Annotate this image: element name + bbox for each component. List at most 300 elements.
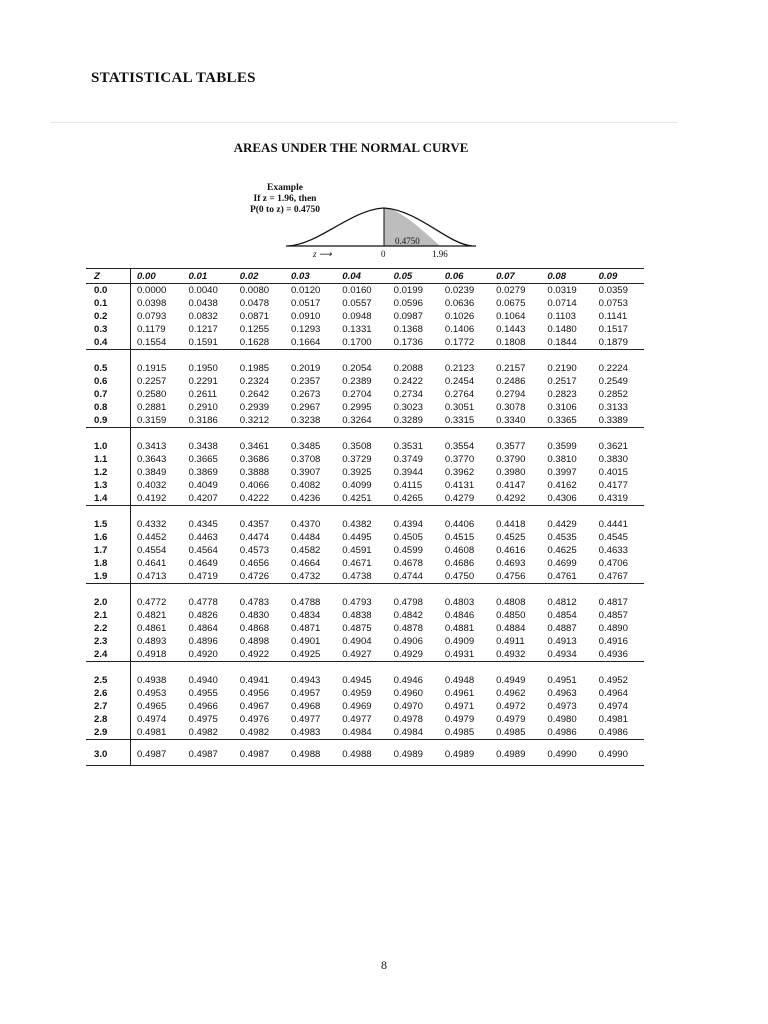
table-row xyxy=(86,648,644,662)
area-value-cell: 0.3438 xyxy=(188,441,218,452)
area-value-cell: 0.3159 xyxy=(131,414,183,428)
area-value-cell: 0.0871 xyxy=(239,311,270,322)
area-value-cell: 0.2967 xyxy=(291,402,321,413)
example-line-2: P(0 to z) = 0.4750 xyxy=(249,205,321,215)
area-value-cell: 0.2517 xyxy=(547,376,577,387)
area-value-cell: 0.1985 xyxy=(239,363,270,374)
page-number: 8 xyxy=(381,958,387,972)
area-value-cell: 0.4099 xyxy=(342,480,372,491)
z-arrow-label: z ⟶ xyxy=(313,249,332,259)
area-value-cell: 0.4370 xyxy=(291,519,321,530)
area-value-cell: 0.4965 xyxy=(137,701,167,712)
bell-curve xyxy=(288,208,472,246)
area-value-cell: 0.2454 xyxy=(444,376,475,387)
area-value-cell: 0.3869 xyxy=(188,467,218,478)
area-value-cell: 0.4972 xyxy=(496,701,526,712)
area-value-cell: 0.2224 xyxy=(598,363,628,374)
column-header: 0.05 xyxy=(388,269,439,284)
area-value-cell: 0.4861 xyxy=(137,623,167,634)
area-value-cell: 0.4981 xyxy=(598,714,628,725)
area-value-cell: 0.1879 xyxy=(593,336,644,350)
area-value-cell: 0.4986 xyxy=(541,726,592,740)
area-value-cell: 0.0160 xyxy=(342,285,372,296)
area-value-cell: 0.2611 xyxy=(188,389,218,400)
area-value-cell: 0.4984 xyxy=(336,726,387,740)
area-value-cell: 0.4948 xyxy=(444,675,475,686)
area-value-cell: 0.2123 xyxy=(444,363,475,374)
area-value-cell: 0.4906 xyxy=(393,636,423,647)
z-value-cell: 0.0 xyxy=(86,284,131,298)
area-value-cell: 0.4418 xyxy=(496,519,526,530)
area-value-cell: 0.4971 xyxy=(444,701,475,712)
area-value-cell: 0.3238 xyxy=(285,414,336,428)
area-value-cell: 0.4131 xyxy=(444,480,475,491)
area-value-cell: 0.4838 xyxy=(342,610,372,621)
table-row xyxy=(86,414,644,428)
area-value-cell: 0.1844 xyxy=(541,336,592,350)
zero-label: 0 xyxy=(381,249,386,259)
table-title: AREAS UNDER THE NORMAL CURVE xyxy=(233,140,469,155)
z-value-cell: 2.4 xyxy=(86,648,131,662)
z-value-cell: 2.8 xyxy=(86,713,131,726)
column-header: 0.04 xyxy=(336,269,387,284)
area-value-cell: 0.4744 xyxy=(388,570,439,584)
area-value-cell: 0.2910 xyxy=(188,402,218,413)
area-value-cell: 0.4927 xyxy=(336,648,387,662)
area-value-cell: 0.4968 xyxy=(291,701,321,712)
area-value-cell: 0.2794 xyxy=(496,389,526,400)
area-value-cell: 0.3485 xyxy=(291,441,321,452)
area-value-cell: 0.3289 xyxy=(388,414,439,428)
area-value-cell: 0.4850 xyxy=(496,610,526,621)
area-value-cell: 0.2852 xyxy=(598,389,628,400)
area-value-cell: 0.4798 xyxy=(393,597,423,608)
area-value-cell: 0.0557 xyxy=(342,298,372,309)
area-value-cell: 0.4957 xyxy=(291,688,321,699)
area-value-cell: 0.4738 xyxy=(336,570,387,584)
area-value-cell: 0.2764 xyxy=(444,389,475,400)
area-value-cell: 0.4974 xyxy=(137,714,167,725)
area-value-cell: 0.2257 xyxy=(137,376,167,387)
area-value-cell: 0.2054 xyxy=(342,363,372,374)
area-value-cell: 0.0478 xyxy=(239,298,270,309)
area-value-cell: 0.2389 xyxy=(342,376,372,387)
area-value-cell: 0.4909 xyxy=(444,636,475,647)
area-value-cell: 0.4982 xyxy=(183,726,234,740)
area-value-cell: 0.4699 xyxy=(547,558,577,569)
area-value-cell: 0.4979 xyxy=(444,714,475,725)
area-value-cell: 0.4982 xyxy=(234,726,285,740)
z-table xyxy=(86,268,644,766)
area-value-cell: 0.4988 xyxy=(336,740,387,766)
area-value-cell: 0.4967 xyxy=(239,701,270,712)
area-value-cell: 0.4162 xyxy=(547,480,577,491)
area-value-cell: 0.4678 xyxy=(393,558,423,569)
area-value-cell: 0.4082 xyxy=(291,480,321,491)
area-value-cell: 0.4898 xyxy=(239,636,270,647)
z-value-cell: 2.7 xyxy=(86,700,131,713)
area-value-cell: 0.4920 xyxy=(183,648,234,662)
area-value-cell: 0.4382 xyxy=(342,519,372,530)
area-value-cell: 0.4974 xyxy=(598,701,628,712)
area-value-cell: 0.0199 xyxy=(393,285,423,296)
area-value-cell: 0.3997 xyxy=(547,467,577,478)
area-value-cell: 0.3340 xyxy=(490,414,541,428)
area-value-cell: 0.4985 xyxy=(439,726,490,740)
area-value-cell: 0.3830 xyxy=(598,454,628,465)
z-value-cell: 1.6 xyxy=(86,531,131,544)
area-value-cell: 0.4049 xyxy=(188,480,218,491)
area-value-cell: 0.4981 xyxy=(131,726,183,740)
area-value-cell: 0.3554 xyxy=(444,441,475,452)
area-value-cell: 0.3461 xyxy=(239,441,270,452)
area-value-cell: 0.4772 xyxy=(137,597,167,608)
area-value-cell: 0.4525 xyxy=(496,532,526,543)
area-value-cell: 0.4664 xyxy=(291,558,321,569)
z-value-cell: 1.1 xyxy=(86,453,131,466)
area-value-cell: 0.4706 xyxy=(598,558,628,569)
area-value-cell: 0.4292 xyxy=(490,492,541,506)
area-value-cell: 0.4970 xyxy=(393,701,423,712)
area-value-cell: 0.4767 xyxy=(593,570,644,584)
area-value-cell: 0.1064 xyxy=(496,311,526,322)
z-value-cell: 0.5 xyxy=(86,350,131,376)
area-value-cell: 0.1664 xyxy=(285,336,336,350)
area-value-cell: 0.4406 xyxy=(444,519,475,530)
table-row xyxy=(86,635,644,648)
area-value-cell: 0.4808 xyxy=(496,597,526,608)
area-value-cell: 0.0987 xyxy=(393,311,423,322)
area-value-cell: 0.0910 xyxy=(291,311,321,322)
area-value-cell: 0.4913 xyxy=(547,636,577,647)
area-value-cell: 0.4656 xyxy=(239,558,270,569)
area-value-cell: 0.3665 xyxy=(188,454,218,465)
area-value-cell: 0.1141 xyxy=(598,311,628,322)
area-value-cell: 0.4962 xyxy=(496,688,526,699)
area-value-cell: 0.2549 xyxy=(598,376,628,387)
area-value-cell: 0.2939 xyxy=(239,402,270,413)
area-value-cell: 0.3888 xyxy=(239,467,270,478)
area-value-cell: 0.4750 xyxy=(439,570,490,584)
area-value-cell: 0.2673 xyxy=(291,389,321,400)
area-value-cell: 0.4788 xyxy=(291,597,321,608)
column-header: 0.02 xyxy=(234,269,285,284)
z-value-cell: 0.7 xyxy=(86,388,131,401)
area-value-cell: 0.3315 xyxy=(439,414,490,428)
z-value-cell: 1.3 xyxy=(86,479,131,492)
area-value-cell: 0.4911 xyxy=(496,636,525,647)
z-value-cell: 1.2 xyxy=(86,466,131,479)
z-value-cell: 2.0 xyxy=(86,584,131,610)
area-value-cell: 0.3643 xyxy=(137,454,167,465)
table-row xyxy=(86,609,644,622)
area-value-cell: 0.4803 xyxy=(444,597,475,608)
area-value-cell: 0.0714 xyxy=(547,298,577,309)
normal-curve-diagram xyxy=(280,196,480,252)
area-value-cell: 0.3790 xyxy=(496,454,526,465)
area-value-cell: 0.4515 xyxy=(444,532,475,543)
area-value-cell: 0.1255 xyxy=(239,324,270,335)
area-label: 0.4750 xyxy=(395,236,420,246)
table-row xyxy=(86,687,644,700)
area-value-cell: 0.4222 xyxy=(234,492,285,506)
area-value-cell: 0.4625 xyxy=(547,545,577,556)
area-value-cell: 0.4960 xyxy=(393,688,423,699)
area-value-cell: 0.4857 xyxy=(598,610,628,621)
z-value-cell: 0.2 xyxy=(86,310,131,323)
area-value-cell: 0.3365 xyxy=(541,414,592,428)
z-value-cell: 0.6 xyxy=(86,375,131,388)
area-value-cell: 0.3907 xyxy=(291,467,321,478)
area-value-cell: 0.1628 xyxy=(234,336,285,350)
area-value-cell: 0.3531 xyxy=(393,441,423,452)
area-value-cell: 0.3508 xyxy=(342,441,372,452)
area-value-cell: 0.3133 xyxy=(598,402,628,413)
area-value-cell: 0.4952 xyxy=(598,675,628,686)
area-value-cell: 0.4207 xyxy=(183,492,234,506)
area-value-cell: 0.1517 xyxy=(598,324,628,335)
area-value-cell: 0.4964 xyxy=(598,688,628,699)
table-row xyxy=(86,466,644,479)
area-value-cell: 0.4713 xyxy=(131,570,183,584)
area-value-cell: 0.4649 xyxy=(188,558,218,569)
area-value-cell: 0.4830 xyxy=(239,610,270,621)
area-value-cell: 0.4922 xyxy=(234,648,285,662)
table-row xyxy=(86,336,644,350)
column-header: 0.06 xyxy=(439,269,490,284)
table-row xyxy=(86,700,644,713)
area-value-cell: 0.4955 xyxy=(188,688,218,699)
area-value-cell: 0.4535 xyxy=(547,532,577,543)
area-value-cell: 0.4686 xyxy=(444,558,475,569)
area-value-cell: 0.4887 xyxy=(547,623,577,634)
area-value-cell: 0.0438 xyxy=(188,298,218,309)
area-value-cell: 0.4854 xyxy=(547,610,577,621)
area-value-cell: 0.1331 xyxy=(342,324,372,335)
area-value-cell: 0.3962 xyxy=(444,467,475,478)
area-value-cell: 0.4934 xyxy=(541,648,592,662)
area-value-cell: 0.4945 xyxy=(342,675,372,686)
column-header: 0.03 xyxy=(285,269,336,284)
area-value-cell: 0.4693 xyxy=(496,558,526,569)
z-value-cell: 2.1 xyxy=(86,609,131,622)
area-value-cell: 0.3413 xyxy=(137,441,167,452)
area-value-cell: 0.2881 xyxy=(137,402,167,413)
area-value-cell: 0.4980 xyxy=(547,714,577,725)
area-value-cell: 0.3051 xyxy=(444,402,475,413)
area-value-cell: 0.3770 xyxy=(444,454,475,465)
area-value-cell: 0.0948 xyxy=(342,311,372,322)
area-value-cell: 0.4929 xyxy=(388,648,439,662)
table-row xyxy=(86,740,644,766)
area-value-cell: 0.4608 xyxy=(444,545,475,556)
area-value-cell: 0.4826 xyxy=(188,610,218,621)
area-value-cell: 0.0120 xyxy=(291,285,321,296)
example-line-1: If z = 1.96, then xyxy=(253,194,317,204)
area-value-cell: 0.4633 xyxy=(598,545,628,556)
area-value-cell: 0.2823 xyxy=(547,389,577,400)
area-value-cell: 0.4966 xyxy=(188,701,218,712)
area-value-cell: 0.0000 xyxy=(137,285,167,296)
table-header-row xyxy=(86,269,644,284)
area-value-cell: 0.4732 xyxy=(285,570,336,584)
area-value-cell: 0.4726 xyxy=(234,570,285,584)
area-value-cell: 0.4429 xyxy=(547,519,577,530)
z-value-cell: 0.9 xyxy=(86,414,131,428)
area-value-cell: 0.4015 xyxy=(598,467,628,478)
column-header: 0.00 xyxy=(131,269,183,284)
area-value-cell: 0.4989 xyxy=(439,740,490,766)
table-row xyxy=(86,401,644,414)
z-value-cell: 1.7 xyxy=(86,544,131,557)
area-value-cell: 0.4978 xyxy=(393,714,423,725)
area-value-cell: 0.1443 xyxy=(496,324,526,335)
area-value-cell: 0.3729 xyxy=(342,454,372,465)
z-value-cell: 1.5 xyxy=(86,506,131,532)
area-value-cell: 0.0398 xyxy=(137,298,167,309)
table-body xyxy=(86,284,644,766)
area-value-cell: 0.4591 xyxy=(342,545,372,556)
area-value-cell: 0.4761 xyxy=(541,570,592,584)
area-value-cell: 0.1700 xyxy=(336,336,387,350)
area-value-cell: 0.3925 xyxy=(342,467,372,478)
column-header: 0.07 xyxy=(490,269,541,284)
area-value-cell: 0.4871 xyxy=(291,623,321,634)
area-value-cell: 0.4495 xyxy=(342,532,372,543)
area-value-cell: 0.4306 xyxy=(541,492,592,506)
area-value-cell: 0.4463 xyxy=(188,532,218,543)
area-value-cell: 0.0239 xyxy=(444,285,475,296)
table-row xyxy=(86,453,644,466)
area-value-cell: 0.1772 xyxy=(439,336,490,350)
area-value-cell: 0.4987 xyxy=(131,740,183,766)
z-value-cell: 1.8 xyxy=(86,557,131,570)
table-row xyxy=(86,284,644,298)
area-value-cell: 0.4977 xyxy=(291,714,321,725)
area-value-cell: 0.4812 xyxy=(547,597,577,608)
area-value-cell: 0.1915 xyxy=(137,363,167,374)
area-value-cell: 0.4616 xyxy=(496,545,526,556)
area-value-cell: 0.4671 xyxy=(342,558,372,569)
area-value-cell: 0.4990 xyxy=(541,740,592,766)
area-value-cell: 0.4783 xyxy=(239,597,270,608)
area-value-cell: 0.1026 xyxy=(444,311,475,322)
area-value-cell: 0.3078 xyxy=(496,402,526,413)
area-value-cell: 0.1591 xyxy=(183,336,234,350)
table-row xyxy=(86,622,644,635)
area-value-cell: 0.2995 xyxy=(342,402,372,413)
area-value-cell: 0.4032 xyxy=(137,480,167,491)
area-value-cell: 0.4756 xyxy=(490,570,541,584)
area-value-cell: 0.4976 xyxy=(239,714,270,725)
z-value-cell: 2.5 xyxy=(86,662,131,688)
area-value-cell: 0.4973 xyxy=(547,701,577,712)
area-value-cell: 0.4936 xyxy=(593,648,644,662)
z-value-cell: 0.8 xyxy=(86,401,131,414)
area-value-cell: 0.4893 xyxy=(137,636,167,647)
table-row xyxy=(86,584,644,610)
area-value-cell: 0.4332 xyxy=(137,519,167,530)
header-divider xyxy=(50,122,678,123)
area-value-cell: 0.4719 xyxy=(183,570,234,584)
area-value-cell: 0.4881 xyxy=(444,623,475,634)
z-value-cell: 1.9 xyxy=(86,570,131,584)
area-value-cell: 0.4147 xyxy=(496,480,526,491)
area-value-cell: 0.4846 xyxy=(444,610,475,621)
area-value-cell: 0.3980 xyxy=(496,467,526,478)
z-value-cell: 1.4 xyxy=(86,492,131,506)
area-value-cell: 0.1950 xyxy=(188,363,218,374)
z-value-cell: 2.9 xyxy=(86,726,131,740)
area-value-cell: 0.4985 xyxy=(490,726,541,740)
area-value-cell: 0.4357 xyxy=(239,519,270,530)
area-value-cell: 0.1217 xyxy=(188,324,218,335)
area-value-cell: 0.0040 xyxy=(188,285,218,296)
area-value-cell: 0.3708 xyxy=(291,454,321,465)
area-value-cell: 0.0319 xyxy=(547,285,577,296)
area-value-cell: 0.4901 xyxy=(291,636,321,647)
area-value-cell: 0.4890 xyxy=(598,623,628,634)
area-value-cell: 0.4817 xyxy=(598,597,628,608)
area-value-cell: 0.4441 xyxy=(598,519,628,530)
area-value-cell: 0.4938 xyxy=(137,675,167,686)
area-value-cell: 0.4793 xyxy=(342,597,372,608)
z-value-cell: 2.2 xyxy=(86,622,131,635)
area-value-cell: 0.4941 xyxy=(239,675,270,686)
area-value-cell: 0.4864 xyxy=(188,623,218,634)
area-value-cell: 0.4951 xyxy=(547,675,577,686)
area-value-cell: 0.4953 xyxy=(137,688,167,699)
area-value-cell: 0.4345 xyxy=(188,519,218,530)
table-row xyxy=(86,570,644,584)
area-value-cell: 0.0596 xyxy=(393,298,423,309)
table-row xyxy=(86,713,644,726)
area-value-cell: 0.1293 xyxy=(291,324,321,335)
column-header: 0.09 xyxy=(593,269,644,284)
area-value-cell: 0.4961 xyxy=(444,688,475,699)
area-value-cell: 0.4925 xyxy=(285,648,336,662)
area-value-cell: 0.4932 xyxy=(490,648,541,662)
area-value-cell: 0.1368 xyxy=(393,324,423,335)
area-value-cell: 0.4984 xyxy=(388,726,439,740)
area-value-cell: 0.3264 xyxy=(336,414,387,428)
area-value-cell: 0.4896 xyxy=(188,636,218,647)
area-value-cell: 0.4842 xyxy=(393,610,423,621)
area-value-cell: 0.3186 xyxy=(183,414,234,428)
area-value-cell: 0.4505 xyxy=(393,532,423,543)
area-value-cell: 0.2642 xyxy=(239,389,270,400)
area-value-cell: 0.4279 xyxy=(439,492,490,506)
area-value-cell: 0.4987 xyxy=(183,740,234,766)
z-value-cell: 0.3 xyxy=(86,323,131,336)
table-row xyxy=(86,375,644,388)
table-row xyxy=(86,492,644,506)
area-value-cell: 0.3577 xyxy=(496,441,526,452)
area-value-cell: 0.4821 xyxy=(137,610,167,621)
area-value-cell: 0.4319 xyxy=(593,492,644,506)
area-value-cell: 0.4564 xyxy=(188,545,218,556)
table-row xyxy=(86,531,644,544)
table-row xyxy=(86,662,644,688)
area-value-cell: 0.4963 xyxy=(547,688,577,699)
area-value-cell: 0.4931 xyxy=(439,648,490,662)
area-value-cell: 0.3212 xyxy=(234,414,285,428)
area-value-cell: 0.0675 xyxy=(496,298,526,309)
area-value-cell: 0.4641 xyxy=(137,558,167,569)
table-row xyxy=(86,506,644,532)
area-value-cell: 0.4977 xyxy=(342,714,372,725)
area-value-cell: 0.1406 xyxy=(444,324,475,335)
